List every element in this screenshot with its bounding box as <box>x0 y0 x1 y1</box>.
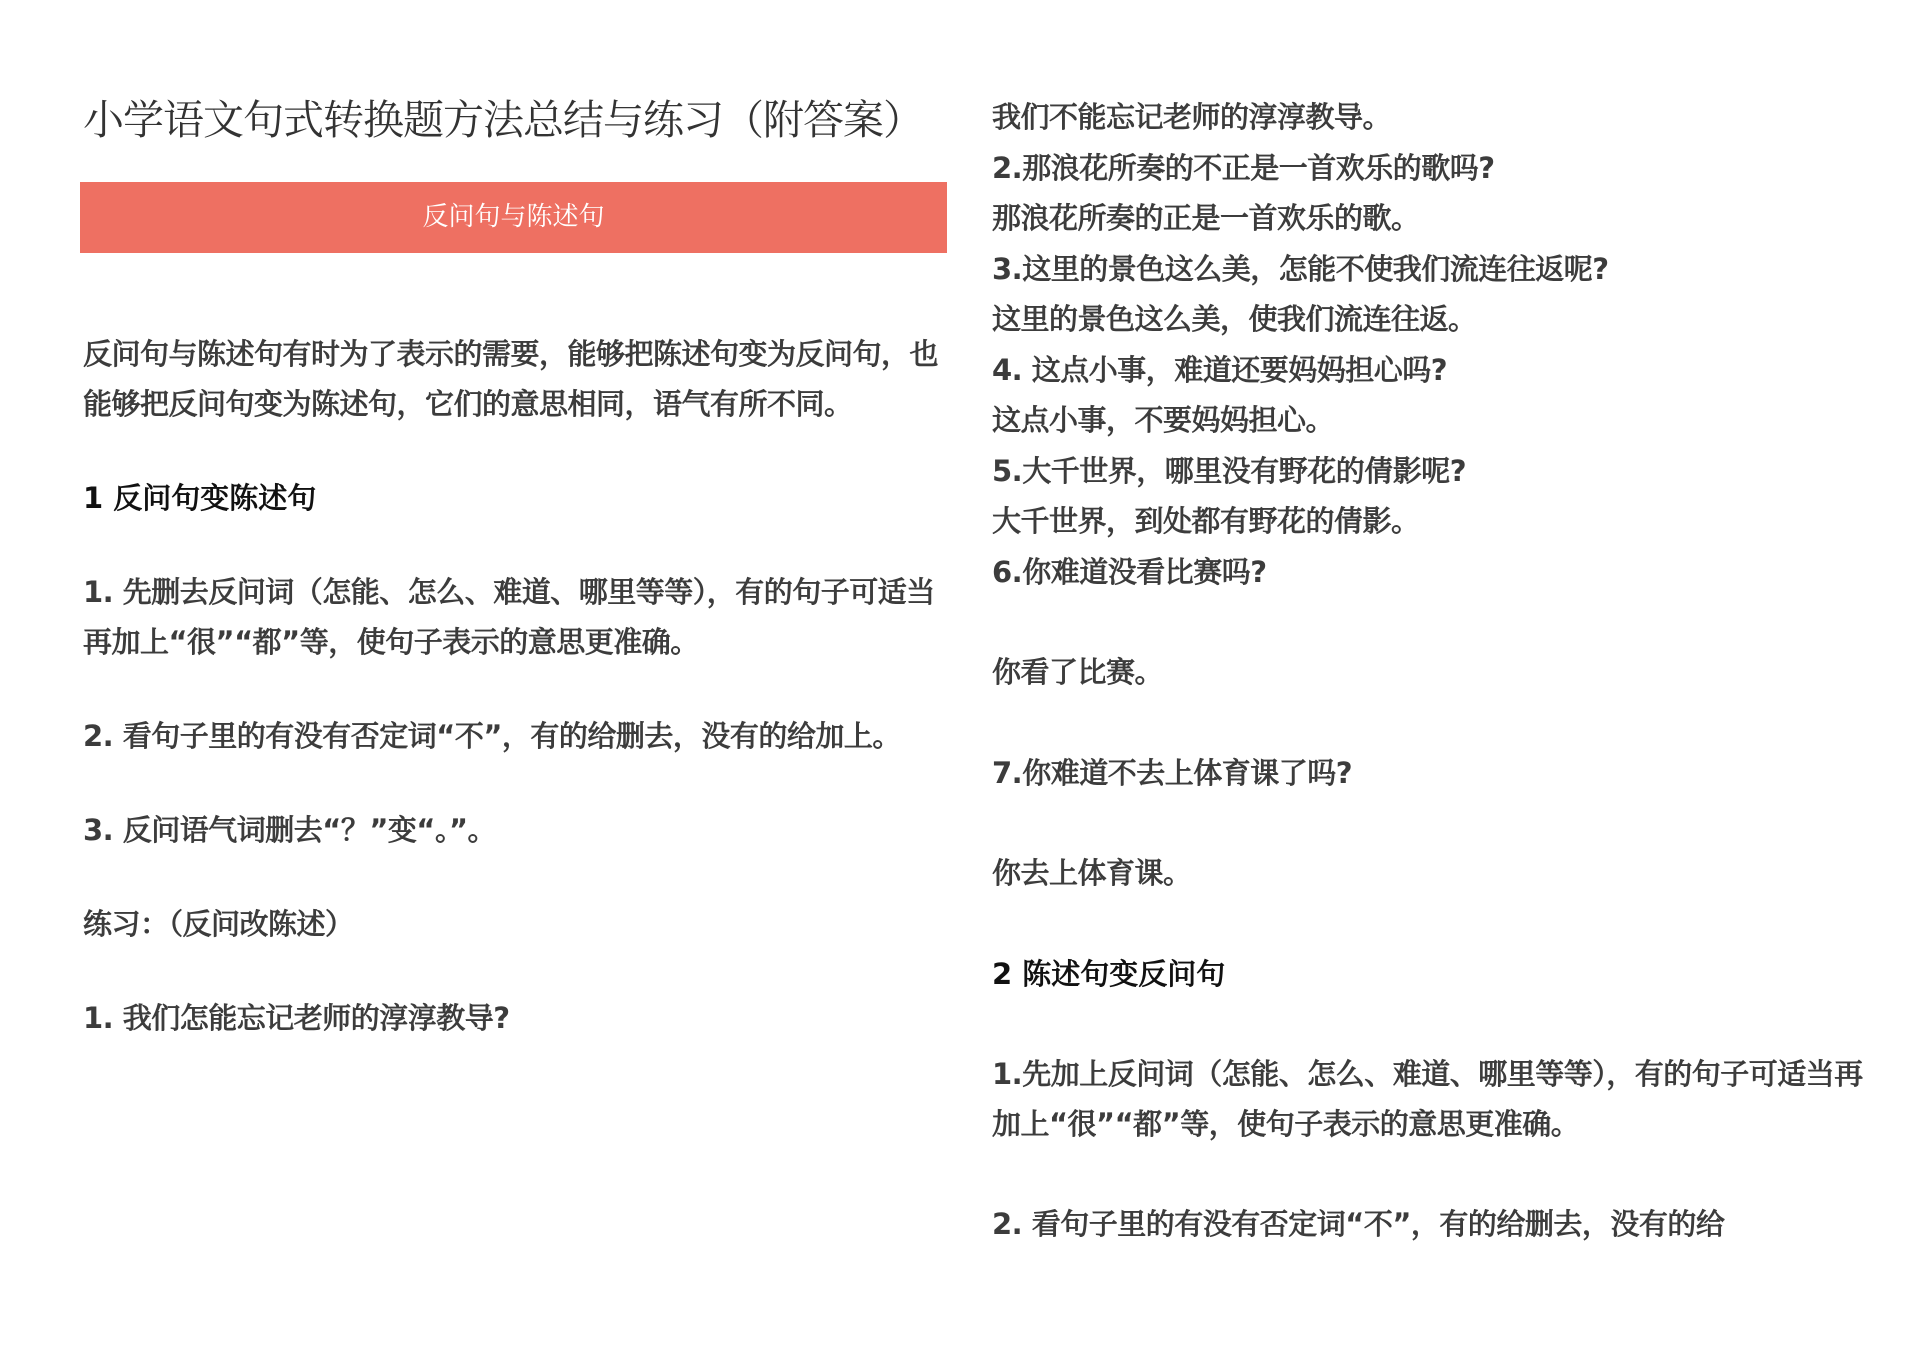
practice-question-6: 6.你难道没看比赛吗? <box>992 554 1267 589</box>
right-column <box>992 92 1872 1249</box>
practice-question-2: 2.那浪花所奏的不正是一首欢乐的歌吗? <box>992 150 1495 185</box>
practice-answer-6: 你看了比赛。 <box>992 655 1164 689</box>
practice-answer-1: 我们不能忘记老师的淳淳教导。 <box>992 100 1392 134</box>
practice-answer-3: 这里的景色这么美，使我们流连往返。 <box>992 302 1477 336</box>
rule-1: 1. 先删去反问词（怎能、怎么、难道、哪里等等），有的句子可适当再加上“很”“都”等，使句子表示的意思更准确。 <box>83 575 935 659</box>
intro-paragraph: 反问句与陈述句有时为了表示的需要，能够把陈述句变为反问句，也能够把反问句变为陈述句，它们的意思相同，语气有所不同。 <box>83 337 939 421</box>
section-heading-1: 1 反问句变陈述句 <box>83 481 317 515</box>
section-heading-2: 2 陈述句变反问句 <box>992 956 1226 991</box>
section-banner: 反问句与陈述句 <box>80 182 947 253</box>
practice-answer-2: 那浪花所奏的正是一首欢乐的歌。 <box>992 201 1420 235</box>
practice-answer-7: 你去上体育课。 <box>992 856 1192 890</box>
rule-2: 2. 看句子里的有没有否定词“不”，有的给删去，没有的给加上。 <box>83 719 901 753</box>
rule-3: 3. 反问语气词删去“？”变“。”。 <box>83 813 497 847</box>
practice-label: 练习：（反问改陈述） <box>83 907 354 941</box>
practice-question-7: 7.你难道不去上体育课了吗? <box>992 755 1353 790</box>
practice-question-3: 3.这里的景色这么美，怎能不使我们流连往返呢? <box>992 251 1609 286</box>
document-title: 小学语文句式转换题方法总结与练习（附答案） <box>83 96 923 144</box>
practice-answer-5: 大千世界，到处都有野花的倩影。 <box>992 504 1420 538</box>
practice-question-4: 4. 这点小事，难道还要妈妈担心吗? <box>992 352 1448 387</box>
practice-question-1: 1. 我们怎能忘记老师的淳淳教导? <box>83 1001 510 1035</box>
practice-question-5: 5.大千世界，哪里没有野花的倩影呢? <box>992 453 1467 488</box>
rule-2-reverse: 2. 看句子里的有没有否定词“不”，有的给删去，没有的给 <box>992 1206 1725 1241</box>
left-column <box>83 92 953 1043</box>
rule-1-reverse: 1.先加上反问词（怎能、怎么、难道、哪里等等），有的句子可适当再加上“很”“都”等，使句子表示的意思更准确。 <box>992 1056 1863 1141</box>
practice-answer-4: 这点小事，不要妈妈担心。 <box>992 403 1335 437</box>
